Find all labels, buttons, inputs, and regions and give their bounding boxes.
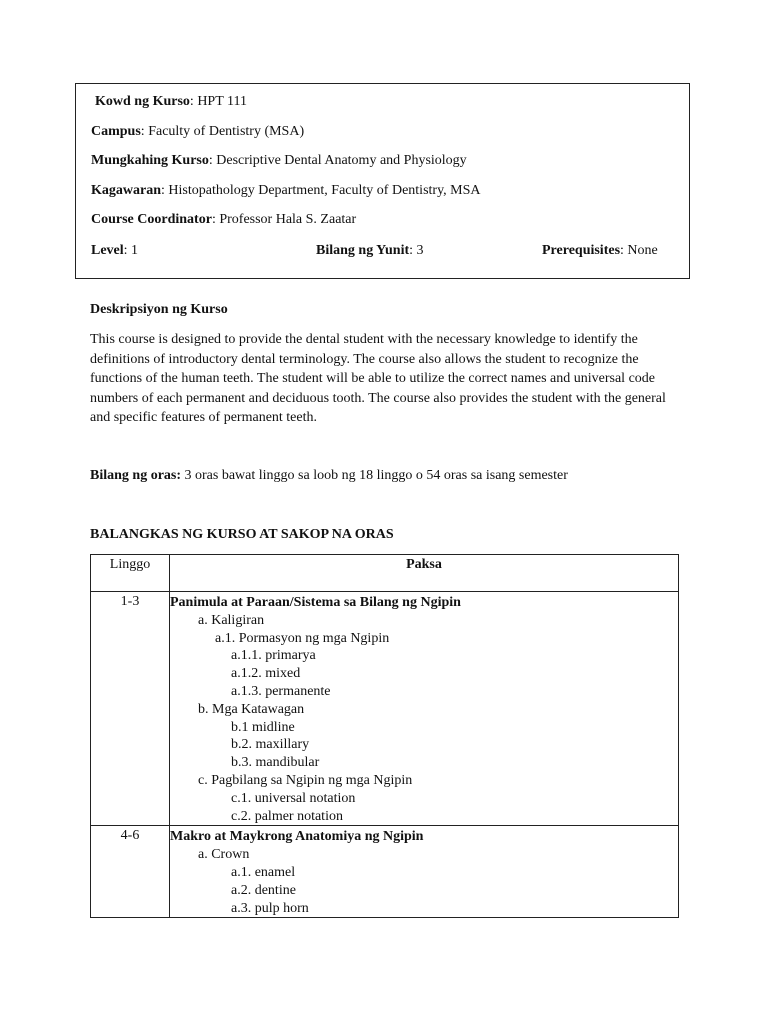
hours-label: Bilang ng oras: [90, 468, 182, 483]
topic-cell [170, 592, 679, 826]
list-item: a.2. dentine [231, 882, 296, 898]
units-label: Bilang ng Yunit [316, 243, 410, 258]
description-text: This course is designed to provide the dental student with the necessary knowledge to identify the definitions of introductory dental terminology. The course also allows the student to recognize the functions of the human teeth. The student will be able to utilize the correct names and universal code numbers of each permanent and deciduous tooth. The course also provides the student with the general and specific features of permanent teeth. [90, 332, 666, 425]
topic-cell [170, 826, 679, 918]
list-item: a.1. enamel [231, 864, 296, 880]
prerequisites-label: Prerequisites [542, 243, 621, 258]
course-code-label: Kowd ng Kurso [95, 94, 190, 109]
campus-label: Campus [91, 124, 141, 139]
header-week: Linggo [91, 555, 170, 592]
list-item: b.1 midline [231, 719, 295, 735]
header-topic: Paksa [170, 555, 679, 592]
prerequisites-field: Prerequisites: None [542, 243, 658, 258]
units-field: Bilang ng Yunit: 3 [316, 243, 424, 258]
table-row [91, 826, 679, 918]
coordinator-line: Course Coordinator: Professor Hala S. Zaatar [91, 212, 357, 227]
list-item: a. Crown [198, 847, 250, 863]
department-value: Histopathology Department, Faculty of Dentistry, MSA [168, 183, 481, 198]
units-value: 3 [416, 243, 424, 258]
table-header-row [91, 555, 679, 592]
list-item: a.1. Pormasyon ng mga Ngipin [215, 630, 390, 646]
list-item: c.1. universal notation [231, 790, 356, 806]
course-title-label: Mungkahing Kurso [91, 153, 209, 168]
coordinator-value: Professor Hala S. Zaatar [219, 212, 357, 227]
list-item: b.2. maxillary [231, 737, 310, 753]
course-code-line: Kowd ng Kurso: HPT 111 [95, 94, 247, 109]
week-cell: 4-6 [91, 826, 170, 918]
department-label: Kagawaran [91, 183, 161, 198]
outline-heading: BALANGKAS NG KURSO AT SAKOP NA ORAS [90, 527, 394, 542]
topic-title: Panimula at Paraan/Sistema sa Bilang ng Ngipin [170, 595, 461, 610]
list-item: a.1.3. permanente [231, 683, 331, 699]
topic-title: Makro at Maykrong Anatomiya ng Ngipin [170, 829, 424, 845]
level-field: Level: 1 [91, 243, 139, 258]
level-value: 1 [131, 243, 139, 258]
campus-line: Campus: Faculty of Dentistry (MSA) [91, 124, 305, 139]
course-title-value: Descriptive Dental Anatomy and Physiology [216, 153, 467, 168]
table-row [91, 592, 679, 826]
outline-table [90, 554, 679, 918]
course-code-value: HPT 111 [197, 94, 247, 109]
list-item: c.2. palmer notation [231, 808, 343, 824]
list-item: a.3. pulp horn [231, 900, 309, 916]
list-item: a.1.2. mixed [231, 666, 301, 682]
course-title-line: Mungkahing Kurso: Descriptive Dental Anatomy and Physiology [91, 153, 467, 168]
list-item: b. Mga Katawagan [198, 701, 305, 717]
department-line: Kagawaran: Histopathology Department, Faculty of Dentistry, MSA [91, 183, 481, 198]
course-info-box [75, 83, 690, 279]
prerequisites-value: None [627, 243, 658, 258]
campus-value: Faculty of Dentistry (MSA) [148, 124, 305, 139]
week-cell: 1-3 [91, 592, 170, 826]
level-label: Level [91, 243, 124, 258]
list-item: c. Pagbilang sa Ngipin ng mga Ngipin [198, 772, 413, 788]
coordinator-label: Course Coordinator [91, 212, 212, 227]
list-item: a. Kaligiran [198, 612, 265, 628]
description-heading: Deskripsiyon ng Kurso [90, 302, 228, 317]
list-item: b.3. mandibular [231, 755, 320, 771]
hours-value: 3 oras bawat linggo sa loob ng 18 linggo o 54 oras sa isang semester [184, 468, 568, 483]
hours-line [90, 467, 568, 485]
list-item: a.1.1. primarya [231, 648, 316, 664]
